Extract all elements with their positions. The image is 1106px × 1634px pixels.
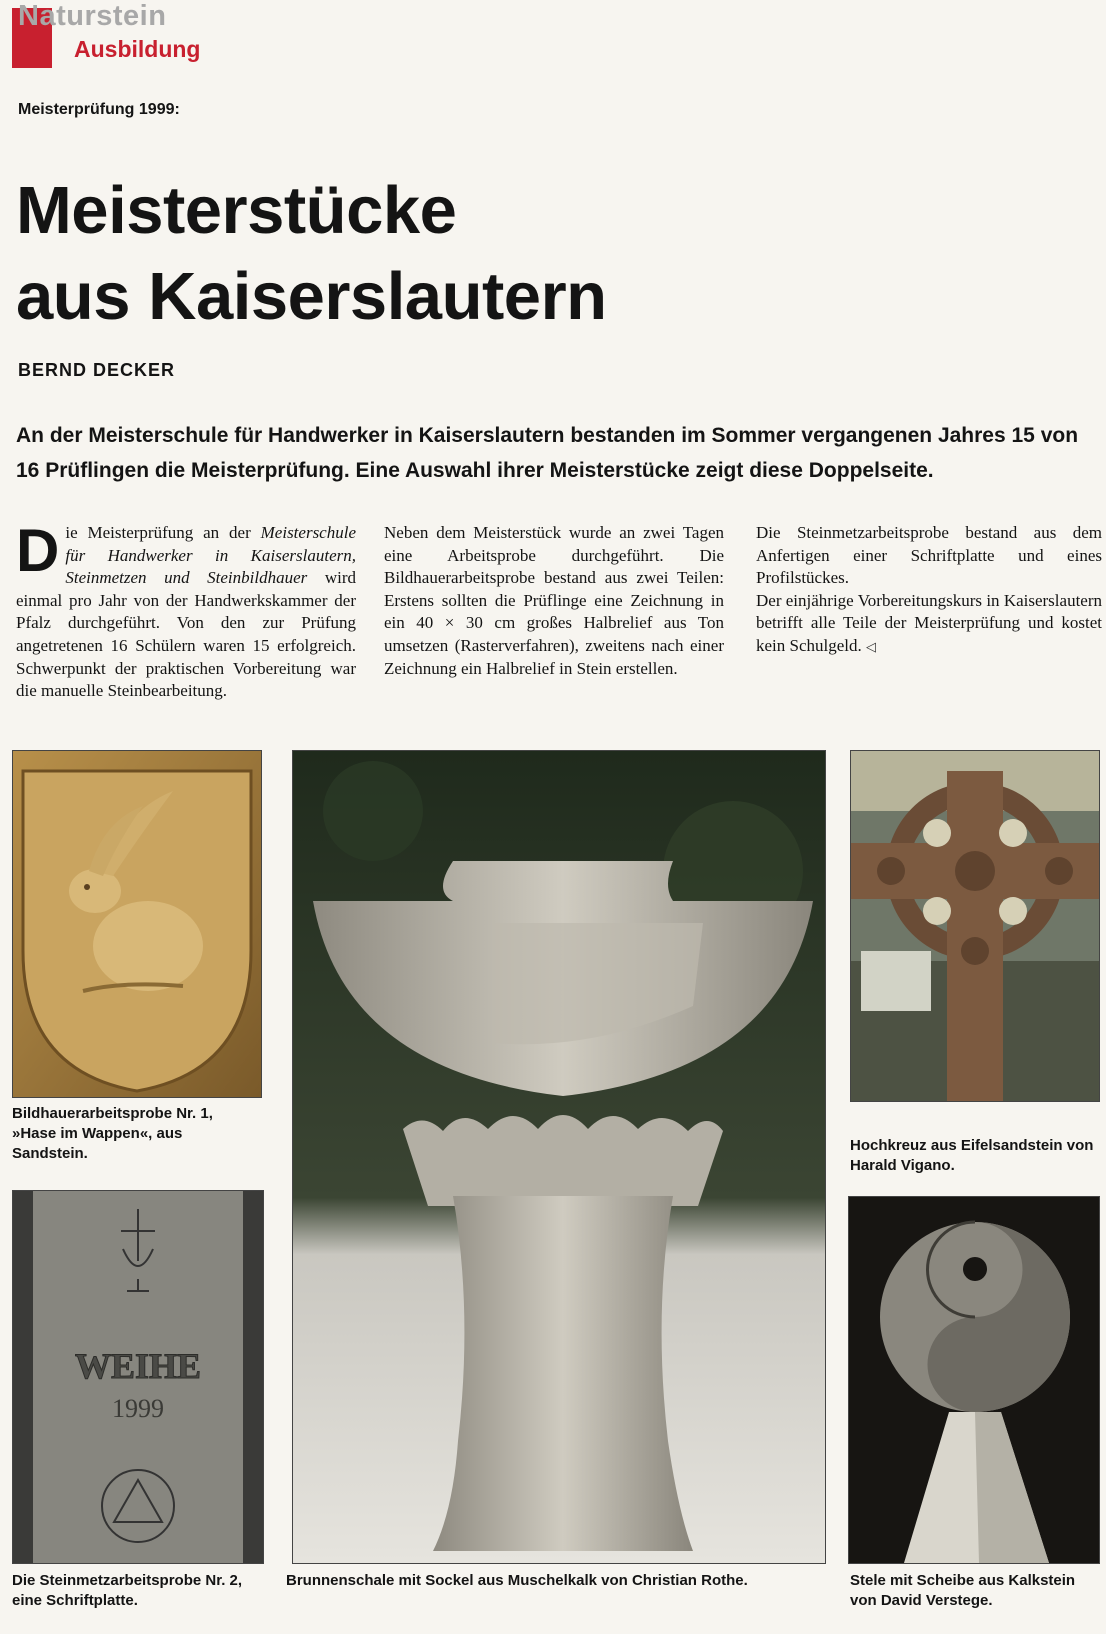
article-headline xyxy=(16,168,607,340)
section-title: Naturstein xyxy=(18,0,167,32)
body-column-1 xyxy=(16,517,356,703)
body-paragraph: Die Steinmetzarbeitsprobe bestand aus dem Anfertigen einer Schriftplatte und eines Profilstückes. xyxy=(756,523,1102,588)
article-author: BERND DECKER xyxy=(18,360,176,380)
headline-line-1: Meisterstücke xyxy=(16,173,457,248)
headline-line-2: aus Kaiserslautern xyxy=(16,259,607,334)
caption-brunnenschale: Brunnenschale mit Sockel aus Muschelkalk von Christian Rothe. xyxy=(286,1572,748,1589)
body-column-3 xyxy=(756,522,1102,659)
body-text: ie Meisterprüfung an der xyxy=(65,523,261,542)
caption-hase: Bildhauerarbeitsprobe Nr. 1, »Hase im Wappen«, aus Sandstein. xyxy=(12,1105,213,1162)
caption-schriftplatte: Die Steinmetzarbeitsprobe Nr. 2, eine Schriftplatte. xyxy=(12,1572,243,1609)
body-text: wird einmal pro Jahr von der Handwerkskammer der Pfalz durchgeführt. Von den zur Prüfung angetretenen 16 Schülern waren 15 erfolgreich. Schwerpunkt der praktischen Vorbereitung war die manuelle Steinbearbeitung. xyxy=(16,568,356,701)
article-kicker: Meisterprüfung 1999: xyxy=(18,101,180,118)
section-subtitle: Ausbildung xyxy=(74,36,201,62)
photo-schriftplatte xyxy=(12,1190,264,1564)
article-lead: An der Meisterschule für Handwerker in Kaiserslautern bestanden im Sommer vergangenen Jahres 15 von 16 Prüflingen die Meisterprüfung. Eine Auswahl ihrer Meisterstücke zeigt diese Doppelseite. xyxy=(16,424,1079,482)
photo-hase-relief xyxy=(12,750,262,1098)
body-column-2 xyxy=(384,522,724,680)
drop-cap: D xyxy=(16,517,60,584)
end-mark: ◁ xyxy=(866,638,877,654)
photo-brunnenschale xyxy=(292,750,826,1564)
weihe-inscription: WEIHE xyxy=(74,1346,202,1386)
caption-stele: Stele mit Scheibe aus Kalkstein von David Verstege. xyxy=(850,1572,1076,1609)
photo-stele xyxy=(848,1196,1100,1564)
photo-hochkreuz xyxy=(850,750,1100,1102)
body-text-italic: Meisterschule für Handwerker in Kaiserslautern, Steinmetzen und Steinbildhauer xyxy=(65,523,356,588)
weihe-year: 1999 xyxy=(112,1394,164,1423)
body-paragraph: Der einjährige Vorbereitungskurs in Kaiserslautern betrifft alle Teile der Meisterprüfung und kostet kein Schulgeld. ◁ xyxy=(756,590,1102,655)
body-paragraph: Neben dem Meisterstück wurde an zwei Tagen eine Arbeitsprobe durchgeführt. Die Bildhauerarbeitsprobe bestand aus zwei Teilen: Erstens sollten die Prüflinge eine Zeichnung in ein 40 × 30 cm großes Halbrelief aus Ton umsetzen (Rasterverfahren), zweitens nach einer Zeichnung ein Halbrelief in Stein erstellen. xyxy=(384,523,724,678)
caption-hochkreuz: Hochkreuz aus Eifelsandstein von Harald Vigano. xyxy=(850,1137,1094,1174)
